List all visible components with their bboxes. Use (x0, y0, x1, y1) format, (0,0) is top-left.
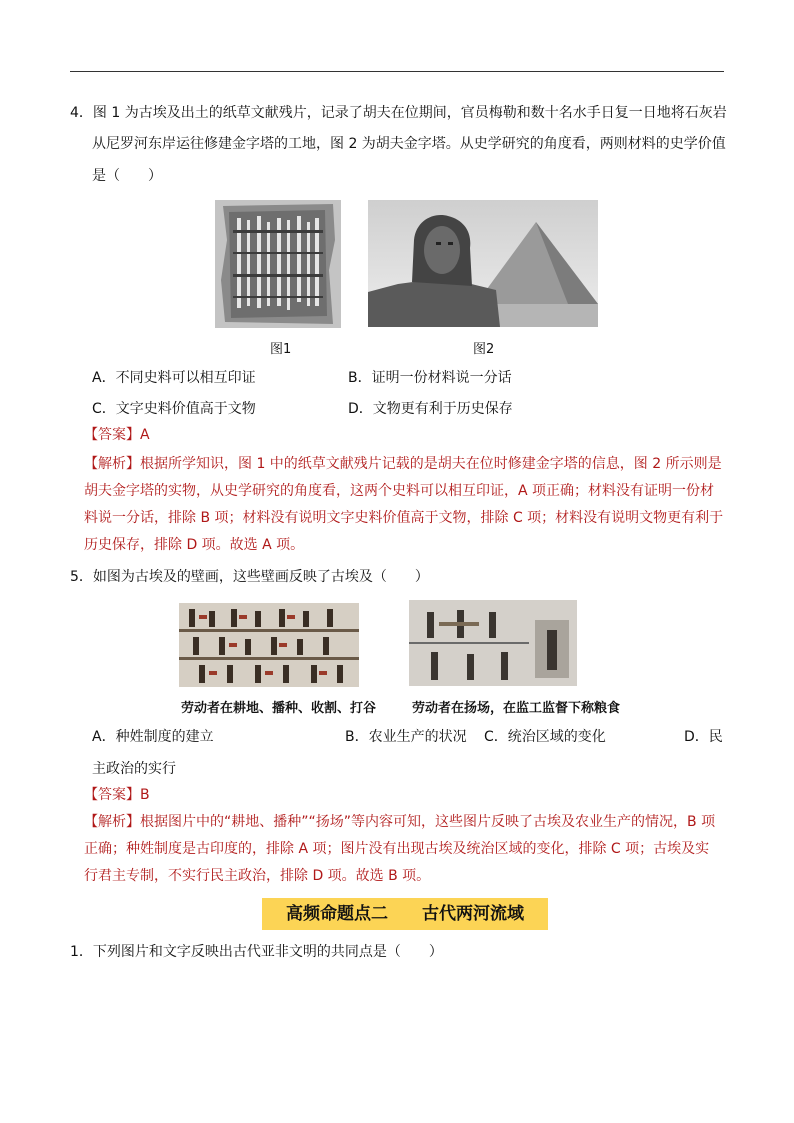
sphinx-pyramid-image (368, 200, 598, 327)
q4-answer: 【答案】A (84, 427, 150, 443)
papyrus-fragment-image (215, 200, 341, 328)
q1-stem: 1．下列图片和文字反映出古代亚非文明的共同点是（ ） (70, 944, 443, 960)
fig1-caption: 图1 (270, 342, 292, 357)
q5-option-b: B．农业生产的状况 (345, 729, 467, 745)
q4-option-a: A．不同史料可以相互印证 (92, 370, 256, 386)
q5-analysis-line3: 行君主专制，不实行民主政治，排除 D 项。故选 B 项。 (84, 868, 431, 884)
q4-option-c: C．文字史料价值高于文物 (92, 401, 256, 417)
fig2-caption: 图2 (473, 342, 495, 357)
q4-option-d: D．文物更有利于历史保存 (348, 401, 513, 417)
q4-analysis-line4: 历史保存，排除 D 项。故选 A 项。 (84, 537, 305, 553)
q4-analysis-line1: 【解析】根据所学知识，图 1 中的纸草文献残片记载的是胡夫在位时修建金字塔的信息，图 2 所示则是 (84, 456, 722, 472)
q4-stem-line3: 是（ ） (92, 168, 162, 184)
mural-threshing-image (409, 600, 577, 686)
q5-answer: 【答案】B (84, 787, 150, 803)
header-rule (70, 71, 724, 72)
q5-option-d-part2: 主政治的实行 (92, 761, 176, 777)
q4-option-b: B．证明一份材料说一分话 (348, 370, 512, 386)
q5-stem: 5．如图为古埃及的壁画，这些壁画反映了古埃及（ ） (70, 569, 429, 585)
q4-analysis-line3: 料说一分话，排除 B 项；材料没有说明文字史料价值高于文物，排除 C 项；材料没有说明文物更有利于 (84, 510, 724, 526)
mural-right-caption: 劳动者在扬场，在监工监督下称粮食 (412, 701, 621, 716)
q5-option-a: A．种姓制度的建立 (92, 729, 214, 745)
q5-option-d-part1: D．民 (684, 729, 723, 745)
section-title-right: 古代两河流域 (422, 904, 524, 924)
section-banner (262, 898, 548, 930)
q5-analysis-line2: 正确；种姓制度是古印度的，排除 A 项；图片没有出现古埃及统治区域的变化，排除 C 项；古埃及实 (84, 841, 710, 857)
q5-option-c: C．统治区域的变化 (484, 729, 606, 745)
section-title-left: 高频命题点二 (286, 904, 388, 924)
q4-stem-line1: 4．图 1 为古埃及出土的纸草文献残片，记录了胡夫在位期间，官员梅勒和数十名水手日复一日地将石灰岩 (70, 105, 727, 121)
mural-farming-image (179, 603, 359, 687)
q4-stem-line2: 从尼罗河东岸运往修建金字塔的工地，图 2 为胡夫金字塔。从史学研究的角度看，两则材料的史学价值 (92, 136, 726, 152)
q4-analysis-line2: 胡夫金字塔的实物，从史学研究的角度看，这两个史料可以相互印证，A 项正确；材料没有证明一份材 (84, 483, 715, 499)
q5-analysis-line1: 【解析】根据图片中的“耕地、播种”“扬场”等内容可知，这些图片反映了古埃及农业生产的情况，B 项 (84, 814, 716, 830)
mural-left-caption: 劳动者在耕地、播种、收割、打谷 (181, 701, 377, 716)
